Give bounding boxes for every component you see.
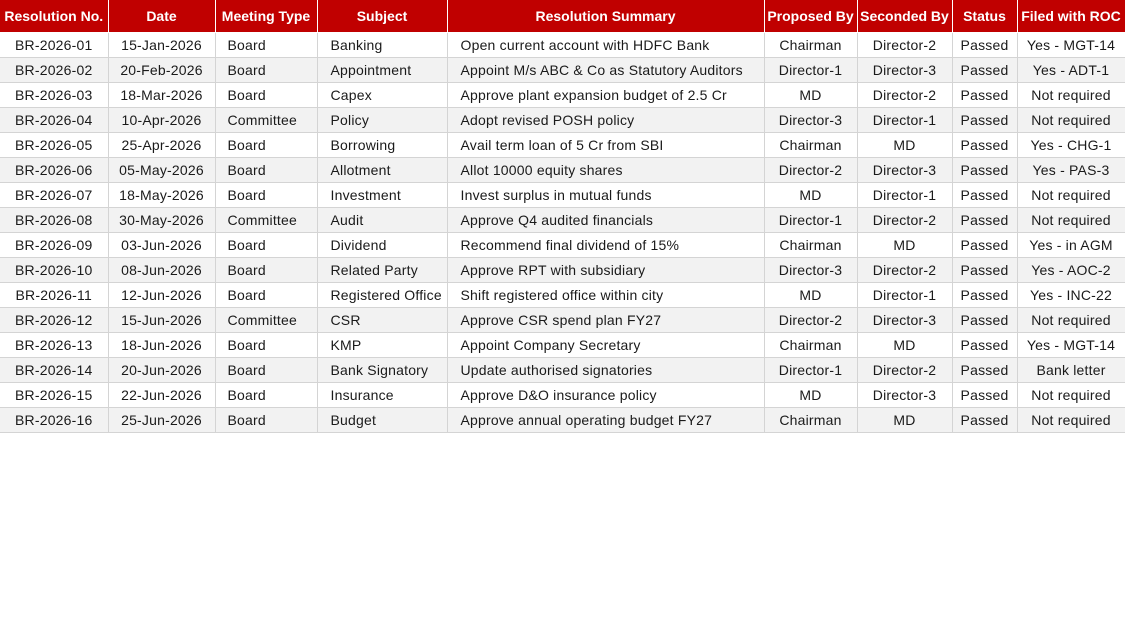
cell-date[interactable]: 30-May-2026 (108, 208, 215, 233)
cell-status[interactable]: Passed (952, 133, 1017, 158)
header-meeting-type[interactable]: Meeting Type (215, 0, 317, 33)
cell-date[interactable]: 10-Apr-2026 (108, 108, 215, 133)
cell-subject[interactable]: Appointment (317, 58, 447, 83)
cell-resolution-summary[interactable]: Approve annual operating budget FY27 (447, 408, 764, 433)
cell-status[interactable]: Passed (952, 158, 1017, 183)
cell-filed-with-roc[interactable]: Not required (1017, 208, 1125, 233)
cell-meeting-type[interactable]: Board (215, 158, 317, 183)
cell-proposed-by[interactable]: Director-3 (764, 258, 857, 283)
cell-proposed-by[interactable]: Director-1 (764, 208, 857, 233)
cell-proposed-by[interactable]: Director-1 (764, 58, 857, 83)
cell-meeting-type[interactable]: Board (215, 333, 317, 358)
cell-resolution-no[interactable]: BR-2026-07 (0, 183, 108, 208)
cell-status[interactable]: Passed (952, 283, 1017, 308)
cell-subject[interactable]: Audit (317, 208, 447, 233)
cell-filed-with-roc[interactable]: Yes - CHG-1 (1017, 133, 1125, 158)
cell-date[interactable]: 20-Jun-2026 (108, 358, 215, 383)
cell-status[interactable]: Passed (952, 83, 1017, 108)
cell-resolution-no[interactable]: BR-2026-02 (0, 58, 108, 83)
cell-meeting-type[interactable]: Board (215, 258, 317, 283)
table-row (0, 408, 1125, 433)
cell-date[interactable]: 15-Jun-2026 (108, 308, 215, 333)
cell-resolution-summary[interactable]: Approve plant expansion budget of 2.5 Cr (447, 83, 764, 108)
cell-meeting-type[interactable]: Committee (215, 108, 317, 133)
table-row (0, 83, 1125, 108)
cell-filed-with-roc[interactable]: Not required (1017, 83, 1125, 108)
cell-resolution-no[interactable]: BR-2026-06 (0, 158, 108, 183)
cell-seconded-by[interactable]: Director-3 (857, 383, 952, 408)
table-row (0, 358, 1125, 383)
cell-seconded-by[interactable]: Director-1 (857, 283, 952, 308)
cell-seconded-by[interactable]: Director-2 (857, 83, 952, 108)
cell-filed-with-roc[interactable]: Yes - MGT-14 (1017, 333, 1125, 358)
cell-status[interactable]: Passed (952, 108, 1017, 133)
cell-subject[interactable]: Related Party (317, 258, 447, 283)
cell-filed-with-roc[interactable]: Yes - PAS-3 (1017, 158, 1125, 183)
header-seconded-by[interactable]: Seconded By (857, 0, 952, 33)
cell-resolution-no[interactable]: BR-2026-05 (0, 133, 108, 158)
table-row (0, 283, 1125, 308)
cell-subject[interactable]: Registered Office (317, 283, 447, 308)
cell-resolution-no[interactable]: BR-2026-08 (0, 208, 108, 233)
cell-filed-with-roc[interactable]: Yes - ADT-1 (1017, 58, 1125, 83)
cell-resolution-summary[interactable]: Approve D&O insurance policy (447, 383, 764, 408)
cell-seconded-by[interactable]: MD (857, 233, 952, 258)
header-date[interactable]: Date (108, 0, 215, 33)
cell-meeting-type[interactable]: Board (215, 408, 317, 433)
cell-meeting-type[interactable]: Board (215, 58, 317, 83)
cell-resolution-no[interactable]: BR-2026-04 (0, 108, 108, 133)
cell-status[interactable]: Passed (952, 58, 1017, 83)
cell-subject[interactable]: Insurance (317, 383, 447, 408)
cell-seconded-by[interactable]: MD (857, 333, 952, 358)
table-body (0, 33, 1125, 433)
table-header (0, 0, 1125, 33)
table-row (0, 133, 1125, 158)
cell-proposed-by[interactable]: MD (764, 283, 857, 308)
table-row (0, 108, 1125, 133)
table-row (0, 333, 1125, 358)
cell-subject[interactable]: Policy (317, 108, 447, 133)
cell-subject[interactable]: Investment (317, 183, 447, 208)
header-row (0, 0, 1125, 33)
cell-date[interactable]: 18-Jun-2026 (108, 333, 215, 358)
cell-filed-with-roc[interactable]: Bank letter (1017, 358, 1125, 383)
cell-status[interactable]: Passed (952, 333, 1017, 358)
cell-filed-with-roc[interactable]: Yes - AOC-2 (1017, 258, 1125, 283)
cell-resolution-summary[interactable]: Open current account with HDFC Bank (447, 33, 764, 58)
cell-meeting-type[interactable]: Board (215, 358, 317, 383)
table-row (0, 383, 1125, 408)
cell-date[interactable]: 08-Jun-2026 (108, 258, 215, 283)
cell-resolution-no[interactable]: BR-2026-10 (0, 258, 108, 283)
cell-proposed-by[interactable]: Chairman (764, 33, 857, 58)
cell-date[interactable]: 25-Apr-2026 (108, 133, 215, 158)
cell-proposed-by[interactable]: Chairman (764, 408, 857, 433)
cell-proposed-by[interactable]: Chairman (764, 133, 857, 158)
cell-proposed-by[interactable]: Director-1 (764, 358, 857, 383)
cell-date[interactable]: 22-Jun-2026 (108, 383, 215, 408)
cell-resolution-no[interactable]: BR-2026-16 (0, 408, 108, 433)
cell-resolution-no[interactable]: BR-2026-15 (0, 383, 108, 408)
table-row (0, 33, 1125, 58)
cell-status[interactable]: Passed (952, 33, 1017, 58)
cell-resolution-no[interactable]: BR-2026-03 (0, 83, 108, 108)
cell-seconded-by[interactable]: MD (857, 133, 952, 158)
cell-proposed-by[interactable]: MD (764, 383, 857, 408)
cell-resolution-no[interactable]: BR-2026-01 (0, 33, 108, 58)
cell-meeting-type[interactable]: Board (215, 183, 317, 208)
table-row (0, 233, 1125, 258)
cell-proposed-by[interactable]: Director-3 (764, 108, 857, 133)
cell-meeting-type[interactable]: Committee (215, 308, 317, 333)
cell-status[interactable]: Passed (952, 183, 1017, 208)
header-filed-with-roc[interactable]: Filed with ROC (1017, 0, 1125, 33)
cell-status[interactable]: Passed (952, 233, 1017, 258)
table-row (0, 208, 1125, 233)
cell-seconded-by[interactable]: Director-2 (857, 358, 952, 383)
cell-resolution-no[interactable]: BR-2026-13 (0, 333, 108, 358)
cell-resolution-no[interactable]: BR-2026-12 (0, 308, 108, 333)
header-subject[interactable]: Subject (317, 0, 447, 33)
cell-date[interactable]: 20-Feb-2026 (108, 58, 215, 83)
cell-seconded-by[interactable]: Director-3 (857, 158, 952, 183)
cell-proposed-by[interactable]: Chairman (764, 333, 857, 358)
cell-proposed-by[interactable]: MD (764, 183, 857, 208)
cell-status[interactable]: Passed (952, 308, 1017, 333)
cell-resolution-summary[interactable]: Approve Q4 audited financials (447, 208, 764, 233)
cell-date[interactable]: 12-Jun-2026 (108, 283, 215, 308)
header-status[interactable]: Status (952, 0, 1017, 33)
cell-resolution-summary[interactable]: Adopt revised POSH policy (447, 108, 764, 133)
cell-subject[interactable]: KMP (317, 333, 447, 358)
cell-subject[interactable]: Dividend (317, 233, 447, 258)
cell-filed-with-roc[interactable]: Not required (1017, 183, 1125, 208)
cell-proposed-by[interactable]: Director-2 (764, 308, 857, 333)
cell-subject[interactable]: Banking (317, 33, 447, 58)
cell-meeting-type[interactable]: Board (215, 233, 317, 258)
table-row (0, 258, 1125, 283)
cell-resolution-summary[interactable]: Appoint M/s ABC & Co as Statutory Auditors (447, 58, 764, 83)
cell-status[interactable]: Passed (952, 258, 1017, 283)
cell-seconded-by[interactable]: Director-1 (857, 183, 952, 208)
cell-seconded-by[interactable]: MD (857, 408, 952, 433)
header-resolution-summary[interactable]: Resolution Summary (447, 0, 764, 33)
cell-filed-with-roc[interactable]: Not required (1017, 308, 1125, 333)
cell-seconded-by[interactable]: Director-3 (857, 308, 952, 333)
cell-meeting-type[interactable]: Committee (215, 208, 317, 233)
cell-date[interactable]: 05-May-2026 (108, 158, 215, 183)
cell-proposed-by[interactable]: MD (764, 83, 857, 108)
cell-meeting-type[interactable]: Board (215, 83, 317, 108)
cell-status[interactable]: Passed (952, 383, 1017, 408)
cell-meeting-type[interactable]: Board (215, 33, 317, 58)
cell-resolution-summary[interactable]: Allot 10000 equity shares (447, 158, 764, 183)
cell-date[interactable]: 25-Jun-2026 (108, 408, 215, 433)
cell-seconded-by[interactable]: Director-1 (857, 108, 952, 133)
table-row (0, 183, 1125, 208)
cell-meeting-type[interactable]: Board (215, 383, 317, 408)
cell-filed-with-roc[interactable]: Yes - MGT-14 (1017, 33, 1125, 58)
cell-seconded-by[interactable]: Director-2 (857, 258, 952, 283)
cell-subject[interactable]: Capex (317, 83, 447, 108)
cell-resolution-no[interactable]: BR-2026-14 (0, 358, 108, 383)
cell-status[interactable]: Passed (952, 358, 1017, 383)
cell-date[interactable]: 18-Mar-2026 (108, 83, 215, 108)
cell-resolution-summary[interactable]: Recommend final dividend of 15% (447, 233, 764, 258)
cell-date[interactable]: 15-Jan-2026 (108, 33, 215, 58)
cell-filed-with-roc[interactable]: Not required (1017, 408, 1125, 433)
cell-subject[interactable]: Borrowing (317, 133, 447, 158)
cell-proposed-by[interactable]: Director-2 (764, 158, 857, 183)
cell-subject[interactable]: Bank Signatory (317, 358, 447, 383)
cell-resolution-summary[interactable]: Approve RPT with subsidiary (447, 258, 764, 283)
cell-filed-with-roc[interactable]: Not required (1017, 383, 1125, 408)
cell-seconded-by[interactable]: Director-2 (857, 208, 952, 233)
cell-date[interactable]: 03-Jun-2026 (108, 233, 215, 258)
cell-meeting-type[interactable]: Board (215, 133, 317, 158)
cell-filed-with-roc[interactable]: Yes - INC-22 (1017, 283, 1125, 308)
cell-subject[interactable]: CSR (317, 308, 447, 333)
cell-filed-with-roc[interactable]: Yes - in AGM (1017, 233, 1125, 258)
cell-subject[interactable]: Budget (317, 408, 447, 433)
cell-seconded-by[interactable]: Director-3 (857, 58, 952, 83)
table-row (0, 58, 1125, 83)
cell-filed-with-roc[interactable]: Not required (1017, 108, 1125, 133)
table-row (0, 158, 1125, 183)
cell-resolution-summary[interactable]: Avail term loan of 5 Cr from SBI (447, 133, 764, 158)
cell-resolution-summary[interactable]: Approve CSR spend plan FY27 (447, 308, 764, 333)
cell-resolution-summary[interactable]: Update authorised signatories (447, 358, 764, 383)
cell-date[interactable]: 18-May-2026 (108, 183, 215, 208)
cell-status[interactable]: Passed (952, 208, 1017, 233)
cell-status[interactable]: Passed (952, 408, 1017, 433)
cell-resolution-no[interactable]: BR-2026-11 (0, 283, 108, 308)
cell-proposed-by[interactable]: Chairman (764, 233, 857, 258)
table-row (0, 308, 1125, 333)
cell-resolution-summary[interactable]: Invest surplus in mutual funds (447, 183, 764, 208)
header-proposed-by[interactable]: Proposed By (764, 0, 857, 33)
cell-seconded-by[interactable]: Director-2 (857, 33, 952, 58)
cell-meeting-type[interactable]: Board (215, 283, 317, 308)
cell-resolution-summary[interactable]: Shift registered office within city (447, 283, 764, 308)
header-resolution-no[interactable]: Resolution No. (0, 0, 108, 33)
cell-subject[interactable]: Allotment (317, 158, 447, 183)
cell-resolution-no[interactable]: BR-2026-09 (0, 233, 108, 258)
cell-resolution-summary[interactable]: Appoint Company Secretary (447, 333, 764, 358)
